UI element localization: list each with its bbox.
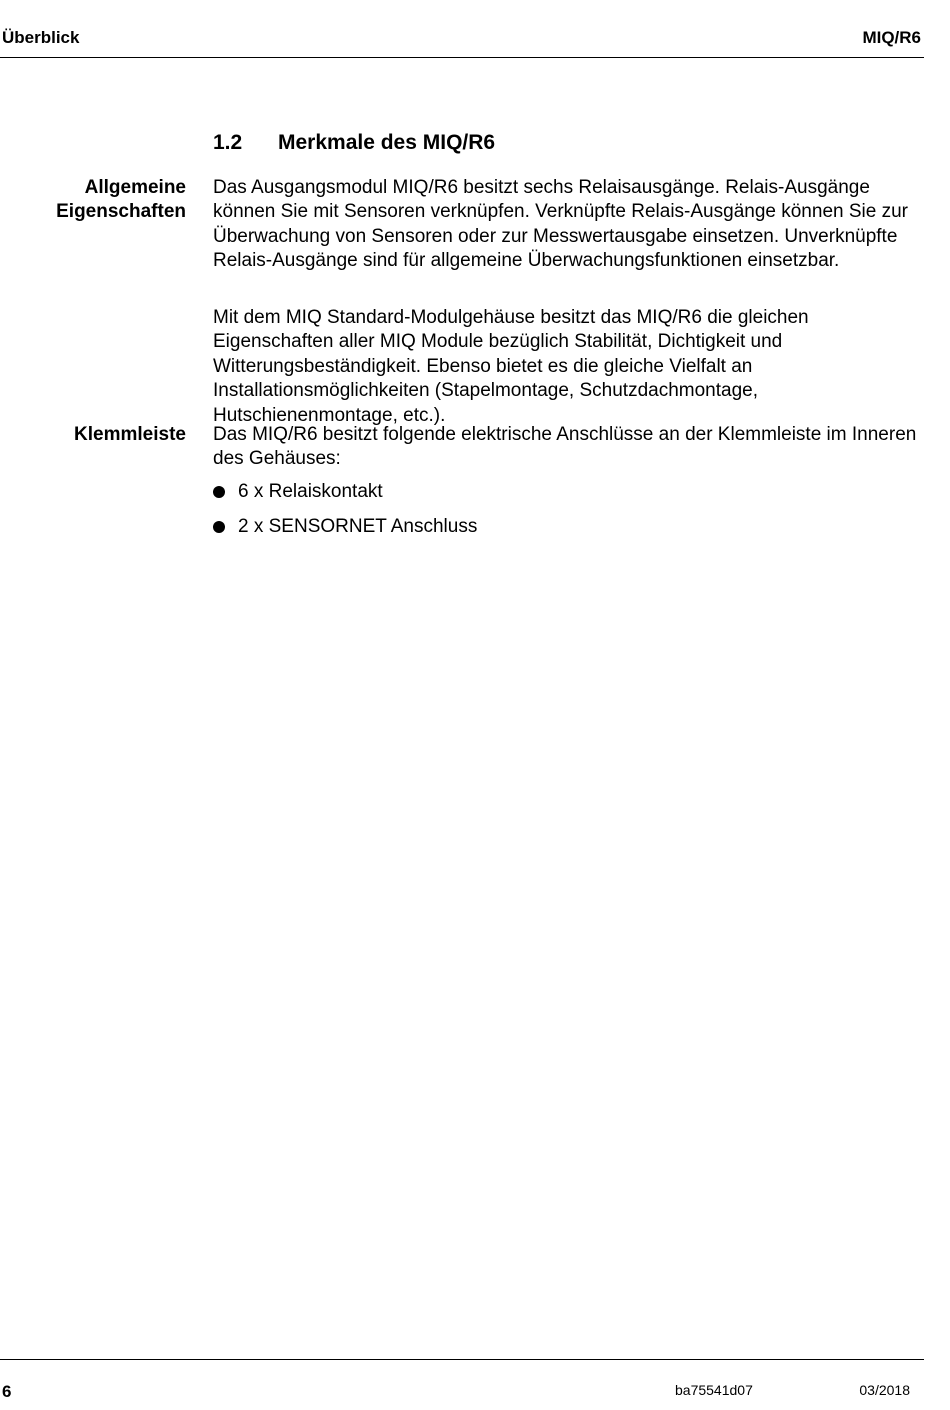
list-item: [213, 480, 477, 504]
margin-label-line: Klemmleiste: [74, 424, 186, 445]
bullet-icon: [213, 521, 225, 533]
list-item-text: 2 x SENSORNET Anschluss: [238, 516, 478, 537]
page-number: 6: [2, 1382, 12, 1401]
housing-text: [213, 306, 926, 428]
general-properties-text: [213, 176, 926, 274]
page-header: [0, 0, 924, 58]
margin-label-terminal-strip: [74, 423, 186, 447]
document-date: 03/2018: [859, 1382, 910, 1398]
margin-label-line: Eigenschaften: [56, 201, 186, 222]
paragraph-terminal-strip: Das MIQ/R6 besitzt folgende elektrische Anschlüsse an der Klemmleiste im Inneren des Gehäuses:: [213, 424, 917, 470]
margin-label-line: Allgemeine: [84, 177, 186, 198]
margin-label-general-properties: [56, 176, 186, 224]
section-heading: [213, 131, 495, 155]
header-product: MIQ/R6: [862, 28, 921, 47]
page-footer: [0, 1359, 924, 1410]
section-title: Merkmale des MIQ/R6: [278, 131, 496, 154]
connection-list: [213, 480, 477, 550]
list-item-text: 6 x Relaiskontakt: [238, 481, 383, 502]
header-chapter: Überblick: [2, 28, 80, 47]
terminal-strip-text: [213, 423, 926, 472]
paragraph-housing: Mit dem MIQ Standard-Modulgehäuse besitzt das MIQ/R6 die gleichen Eigenschaften aller MIQ Module bezüglich Stabilität, Dichtigkeit und Witterungsbeständigkeit. Ebenso bietet es die gleiche Vielfalt an Installationsmöglichkeiten (Stapelmontage, Schutzdachmontage, Hutschienenmontage, etc.).: [213, 307, 809, 426]
list-item: [213, 515, 477, 539]
paragraph-relay-outputs: Das Ausgangsmodul MIQ/R6 besitzt sechs Relaisausgänge. Relais-Ausgänge können Sie mit Sensoren verknüpfen. Verknüpfte Relais-Ausgänge können Sie zur Überwachung von Sensoren oder zur Messwertausgabe einsetzen. Unverknüpfte Relais-Ausgänge sind für allgemeine Überwachungsfunktionen einsetzbar.: [213, 177, 908, 272]
document-id: ba75541d07: [675, 1382, 753, 1398]
bullet-icon: [213, 486, 225, 498]
section-number: 1.2: [213, 131, 243, 154]
